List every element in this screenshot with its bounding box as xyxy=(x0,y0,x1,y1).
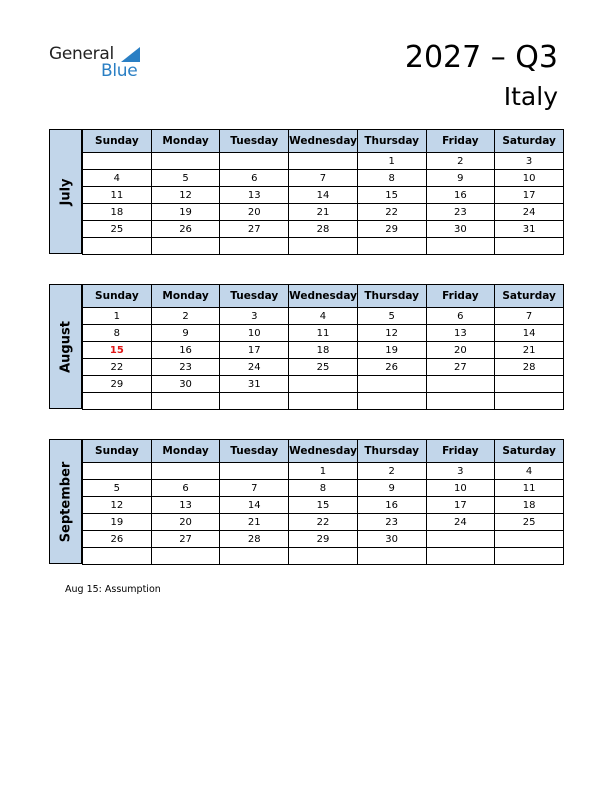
day-cell xyxy=(495,393,564,410)
day-cell: 21 xyxy=(495,342,564,359)
day-cell: 23 xyxy=(426,204,495,221)
week-row xyxy=(83,463,564,480)
day-cell: 2 xyxy=(357,463,426,480)
weekday-header: Wednesday xyxy=(289,440,358,463)
day-cell xyxy=(357,376,426,393)
weekday-header: Thursday xyxy=(357,285,426,308)
day-cell: 5 xyxy=(151,170,220,187)
logo-general-text: General xyxy=(49,44,114,64)
day-cell xyxy=(426,376,495,393)
weekday-header: Monday xyxy=(151,440,220,463)
month-name: August xyxy=(58,320,73,373)
day-cell: 29 xyxy=(357,221,426,238)
weekday-header: Friday xyxy=(426,440,495,463)
day-cell: 7 xyxy=(289,170,358,187)
day-cell: 4 xyxy=(83,170,152,187)
day-cell: 17 xyxy=(220,342,289,359)
day-cell xyxy=(289,548,358,565)
week-row xyxy=(83,187,564,204)
day-cell: 18 xyxy=(289,342,358,359)
day-cell xyxy=(151,238,220,255)
week-row xyxy=(83,325,564,342)
day-cell: 25 xyxy=(289,359,358,376)
month-label-bar xyxy=(49,284,82,409)
weekday-header: Tuesday xyxy=(220,130,289,153)
day-cell: 25 xyxy=(83,221,152,238)
day-cell xyxy=(220,153,289,170)
day-cell: 20 xyxy=(151,514,220,531)
week-row xyxy=(83,548,564,565)
holiday-notes: Aug 15: Assumption xyxy=(65,584,161,595)
week-row xyxy=(83,480,564,497)
day-cell: 26 xyxy=(83,531,152,548)
day-cell xyxy=(426,548,495,565)
weekday-header: Wednesday xyxy=(289,130,358,153)
weekday-header: Saturday xyxy=(495,130,564,153)
day-cell: 19 xyxy=(83,514,152,531)
day-cell: 3 xyxy=(220,308,289,325)
day-cell: 9 xyxy=(151,325,220,342)
weekday-header: Sunday xyxy=(83,285,152,308)
day-cell: 7 xyxy=(220,480,289,497)
day-cell: 29 xyxy=(83,376,152,393)
day-cell: 30 xyxy=(151,376,220,393)
weekday-header: Friday xyxy=(426,130,495,153)
day-cell: 18 xyxy=(83,204,152,221)
weekday-header: Tuesday xyxy=(220,285,289,308)
day-cell xyxy=(289,238,358,255)
country-name: Italy xyxy=(503,82,558,111)
day-cell: 15 xyxy=(83,342,152,359)
day-cell: 4 xyxy=(289,308,358,325)
day-cell: 30 xyxy=(426,221,495,238)
week-row xyxy=(83,153,564,170)
day-cell: 16 xyxy=(151,342,220,359)
day-cell: 13 xyxy=(426,325,495,342)
day-cell: 3 xyxy=(426,463,495,480)
day-cell xyxy=(151,393,220,410)
weekday-header: Sunday xyxy=(83,440,152,463)
logo-blue-text: Blue xyxy=(101,61,138,81)
day-cell xyxy=(220,548,289,565)
day-cell: 10 xyxy=(426,480,495,497)
day-cell xyxy=(83,393,152,410)
day-cell: 20 xyxy=(426,342,495,359)
logo-triangle-icon xyxy=(121,47,140,62)
page-title: 2027 – Q3 xyxy=(404,40,558,75)
month-label-bar xyxy=(49,129,82,254)
day-cell: 22 xyxy=(357,204,426,221)
day-cell xyxy=(220,238,289,255)
day-cell xyxy=(289,376,358,393)
day-cell: 9 xyxy=(426,170,495,187)
day-cell xyxy=(495,548,564,565)
day-cell: 2 xyxy=(426,153,495,170)
day-cell: 30 xyxy=(357,531,426,548)
day-cell: 6 xyxy=(151,480,220,497)
month-calendar-0 xyxy=(49,129,564,254)
day-cell: 8 xyxy=(83,325,152,342)
day-cell: 16 xyxy=(357,497,426,514)
day-cell: 5 xyxy=(357,308,426,325)
day-cell: 12 xyxy=(151,187,220,204)
day-cell xyxy=(495,376,564,393)
day-cell: 15 xyxy=(357,187,426,204)
weekday-header: Saturday xyxy=(495,440,564,463)
day-cell: 19 xyxy=(151,204,220,221)
day-cell: 28 xyxy=(495,359,564,376)
day-cell xyxy=(426,238,495,255)
day-cell: 8 xyxy=(289,480,358,497)
day-cell xyxy=(151,548,220,565)
day-cell: 8 xyxy=(357,170,426,187)
week-row xyxy=(83,514,564,531)
day-cell: 10 xyxy=(495,170,564,187)
day-cell: 24 xyxy=(495,204,564,221)
day-cell: 6 xyxy=(220,170,289,187)
generalblue-logo xyxy=(49,44,149,84)
week-row xyxy=(83,359,564,376)
weekday-header: Sunday xyxy=(83,130,152,153)
day-cell: 1 xyxy=(289,463,358,480)
weekday-header: Thursday xyxy=(357,130,426,153)
day-cell: 27 xyxy=(151,531,220,548)
week-row xyxy=(83,342,564,359)
day-cell: 2 xyxy=(151,308,220,325)
month-name: July xyxy=(58,177,73,206)
day-cell: 3 xyxy=(495,153,564,170)
day-cell: 23 xyxy=(357,514,426,531)
day-cell: 26 xyxy=(357,359,426,376)
day-cell xyxy=(357,548,426,565)
week-row xyxy=(83,393,564,410)
month-grid xyxy=(82,284,564,410)
day-cell xyxy=(220,393,289,410)
weekday-header: Wednesday xyxy=(289,285,358,308)
week-row xyxy=(83,308,564,325)
day-cell xyxy=(151,463,220,480)
day-cell xyxy=(83,463,152,480)
weekday-header-row xyxy=(83,285,564,308)
day-cell: 21 xyxy=(220,514,289,531)
day-cell: 11 xyxy=(495,480,564,497)
day-cell: 10 xyxy=(220,325,289,342)
month-label-bar xyxy=(49,439,82,564)
day-cell: 14 xyxy=(220,497,289,514)
day-cell: 7 xyxy=(495,308,564,325)
day-cell xyxy=(357,393,426,410)
weekday-header: Monday xyxy=(151,130,220,153)
day-cell: 28 xyxy=(220,531,289,548)
day-cell xyxy=(289,153,358,170)
day-cell: 22 xyxy=(289,514,358,531)
weekday-header-row xyxy=(83,440,564,463)
day-cell: 20 xyxy=(220,204,289,221)
month-name: September xyxy=(58,461,73,542)
weekday-header: Tuesday xyxy=(220,440,289,463)
day-cell: 11 xyxy=(289,325,358,342)
weekday-header: Saturday xyxy=(495,285,564,308)
day-cell: 15 xyxy=(289,497,358,514)
day-cell: 1 xyxy=(357,153,426,170)
day-cell xyxy=(83,153,152,170)
day-cell: 6 xyxy=(426,308,495,325)
day-cell xyxy=(357,238,426,255)
day-cell: 27 xyxy=(220,221,289,238)
day-cell: 19 xyxy=(357,342,426,359)
day-cell xyxy=(495,531,564,548)
month-grid xyxy=(82,439,564,565)
day-cell: 31 xyxy=(220,376,289,393)
day-cell: 24 xyxy=(426,514,495,531)
day-cell: 5 xyxy=(83,480,152,497)
day-cell xyxy=(151,153,220,170)
day-cell: 17 xyxy=(495,187,564,204)
day-cell: 25 xyxy=(495,514,564,531)
day-cell: 11 xyxy=(83,187,152,204)
day-cell: 22 xyxy=(83,359,152,376)
day-cell xyxy=(289,393,358,410)
day-cell xyxy=(83,238,152,255)
day-cell: 4 xyxy=(495,463,564,480)
weekday-header: Friday xyxy=(426,285,495,308)
day-cell: 29 xyxy=(289,531,358,548)
week-row xyxy=(83,204,564,221)
weekday-header-row xyxy=(83,130,564,153)
day-cell: 14 xyxy=(289,187,358,204)
day-cell: 18 xyxy=(495,497,564,514)
day-cell: 31 xyxy=(495,221,564,238)
weekday-header: Thursday xyxy=(357,440,426,463)
day-cell: 24 xyxy=(220,359,289,376)
day-cell: 12 xyxy=(357,325,426,342)
week-row xyxy=(83,170,564,187)
day-cell: 16 xyxy=(426,187,495,204)
day-cell: 1 xyxy=(83,308,152,325)
day-cell: 9 xyxy=(357,480,426,497)
day-cell xyxy=(426,393,495,410)
month-calendar-1 xyxy=(49,284,564,409)
weekday-header: Monday xyxy=(151,285,220,308)
day-cell: 28 xyxy=(289,221,358,238)
day-cell: 13 xyxy=(220,187,289,204)
week-row xyxy=(83,238,564,255)
week-row xyxy=(83,531,564,548)
day-cell: 17 xyxy=(426,497,495,514)
month-calendar-2 xyxy=(49,439,564,564)
day-cell xyxy=(495,238,564,255)
day-cell: 21 xyxy=(289,204,358,221)
day-cell: 12 xyxy=(83,497,152,514)
day-cell: 26 xyxy=(151,221,220,238)
week-row xyxy=(83,497,564,514)
day-cell: 27 xyxy=(426,359,495,376)
day-cell xyxy=(83,548,152,565)
day-cell xyxy=(426,531,495,548)
month-grid xyxy=(82,129,564,255)
day-cell: 14 xyxy=(495,325,564,342)
day-cell: 23 xyxy=(151,359,220,376)
day-cell: 13 xyxy=(151,497,220,514)
week-row xyxy=(83,221,564,238)
day-cell xyxy=(220,463,289,480)
week-row xyxy=(83,376,564,393)
